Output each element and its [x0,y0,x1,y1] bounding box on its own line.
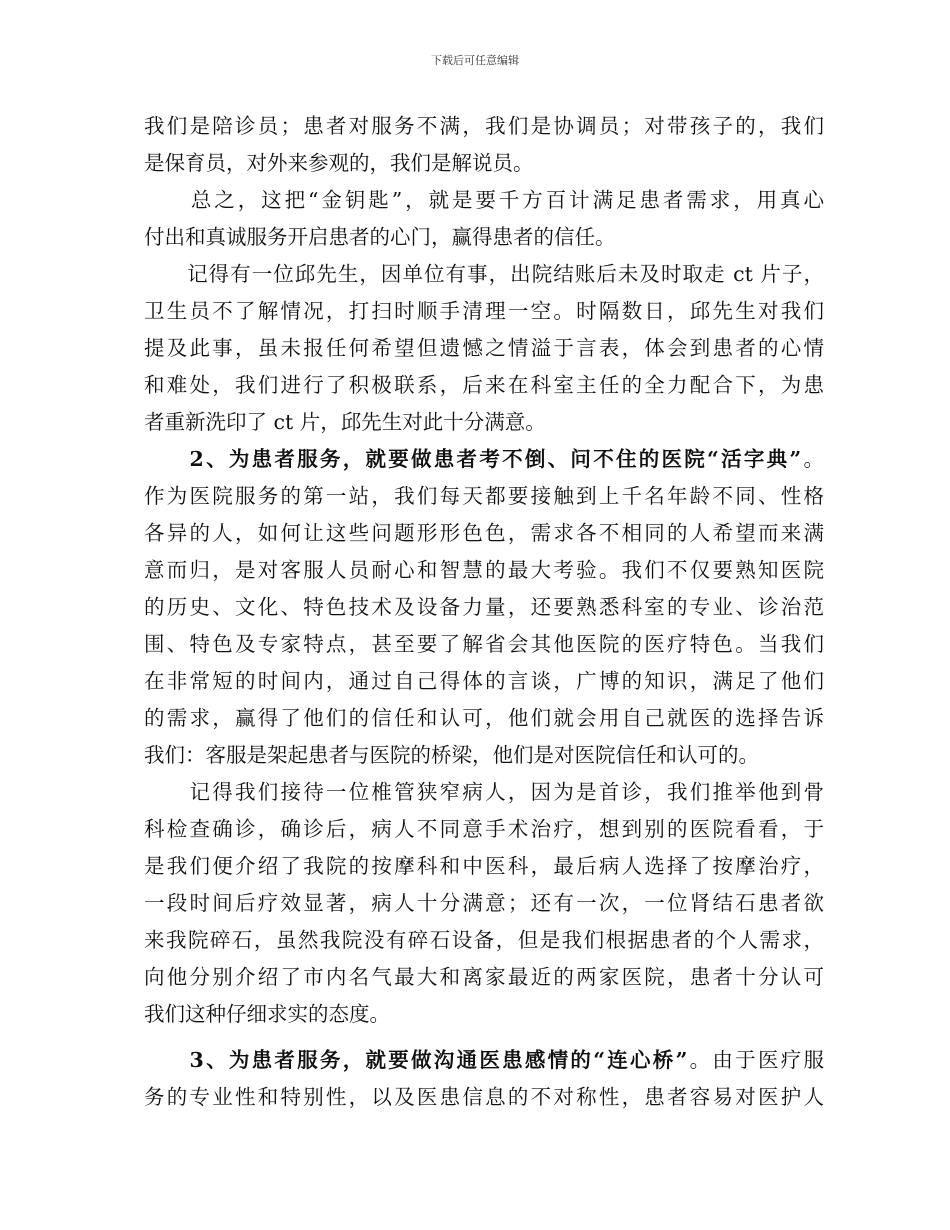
paragraph [144,182,824,256]
text-line: 我们是陪诊员；患者对服务不满，我们是协调员；对带孩子的，我们 [144,114,824,138]
text-line: 在非常短的时间内，通过自己得体的言谈，广博的知识，满足了他们 [144,669,824,693]
text-line: 是我们便介绍了我院的按摩科和中医科，最后病人选择了按摩治疗， [144,854,824,878]
text-line: 各异的人，如何让这些问题形形色色，需求各不相同的人希望而来满 [144,521,824,545]
text-line: 来我院碎石，虽然我院没有碎石设备，但是我们根据患者的个人需求， [144,928,824,952]
section-heading-line [144,1042,824,1079]
text-line: 围、特色及专家特点，甚至要了解省会其他医院的医疗特色。当我们 [144,632,824,656]
text-line: 记得我们接待一位椎管狭窄病人，因为是首诊，我们推举他到骨 [144,780,824,804]
section-heading-tail: 。 [801,447,824,471]
paragraph [144,256,824,441]
paragraph [144,108,824,182]
text-line: 的需求，赢得了他们的信任和认可，他们就会用自己就医的选择告诉 [144,706,824,730]
document-body [144,108,824,1116]
text-line: 者重新洗印了 ct 片，邱先生对此十分满意。 [144,410,546,434]
text-line: 付出和真诚服务开启患者的心门，赢得患者的信任。 [144,225,616,249]
text-line: 卫生员不了解情况，打扫时顺手清理一空。时隔数日，邱先生对我们 [144,299,824,323]
text-line: 向他分别介绍了市内名气最大和离家最近的两家医院，患者十分认可 [144,965,824,989]
text-line: 我们：客服是架起患者与医院的桥梁，他们是对医院信任和认可的。 [144,743,759,767]
text-line: 意而归，是对客服人员耐心和智慧的最大考验。我们不仅要熟知医院 [144,558,824,582]
text-line: 一段时间后疗效显著，病人十分满意；还有一次，一位肾结石患者欲 [144,891,824,915]
text-line: 我们这种仔细求实的态度。 [144,1002,390,1026]
section-heading: 2、为患者服务，就要做患者考不倒、问不住的医院“活字典” [144,447,802,471]
text-line: 务的专业性和特别性，以及医患信息的不对称性，患者容易对医护人 [144,1085,824,1109]
section-heading-line [144,441,824,478]
text-line: 是保育员，对外来参观的，我们是解说员。 [144,151,534,175]
section-paragraph [144,1042,824,1116]
section-heading: 3、为患者服务，就要做沟通医患感情的“连心桥” [144,1048,688,1072]
text-line: 和难处，我们进行了积极联系，后来在科室主任的全力配合下，为患 [144,373,824,397]
text-line: 总之，这把“金钥匙”，就是要千方百计满足患者需求，用真心 [144,188,824,212]
text-line: 科检查确诊，确诊后，病人不同意手术治疗，想到别的医院看看，于 [144,817,824,841]
section-heading-tail: 。由于医疗服 [687,1048,824,1072]
text-line: 记得有一位邱先生，因单位有事，出院结账后未及时取走 ct 片子， [144,262,824,286]
page-header: 下载后可任意编辑 [431,54,519,67]
text-line: 提及此事，虽未报任何希望但遗憾之情溢于言表，体会到患者的心情 [144,336,824,360]
text-line: 作为医院服务的第一站，我们每天都要接触到上千名年龄不同、性格 [144,484,824,508]
paragraph [144,774,824,1033]
paragraph-gap [144,1033,824,1042]
text-line: 的历史、文化、特色技术及设备力量，还要熟悉科室的专业、诊治范 [144,595,824,619]
section-paragraph [144,441,824,774]
